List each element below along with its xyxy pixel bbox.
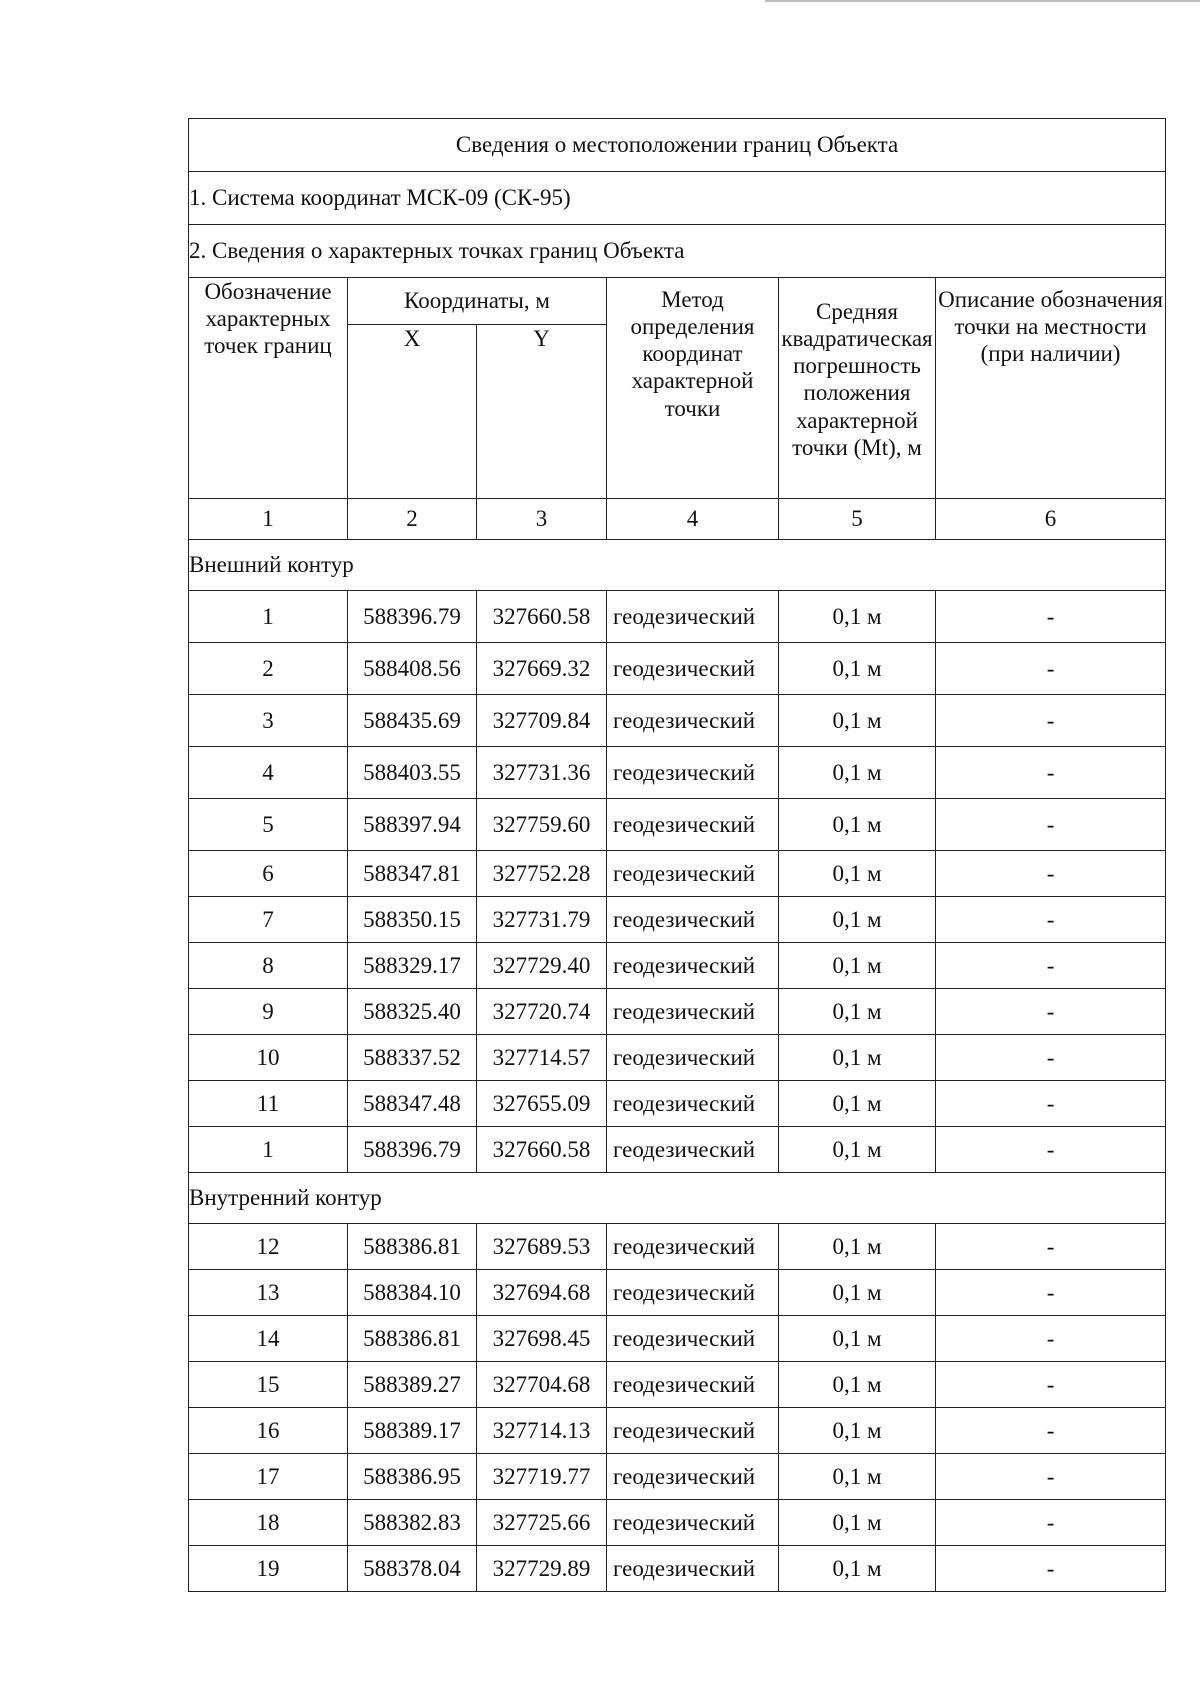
coord-x: 588389.27 xyxy=(348,1362,477,1408)
description: - xyxy=(936,851,1166,897)
boundary-points-table xyxy=(188,118,1166,1592)
error: 0,1 м xyxy=(779,1408,936,1454)
table-row xyxy=(189,989,1166,1035)
table-row xyxy=(189,591,1166,643)
method: геодезический xyxy=(607,989,779,1035)
description: - xyxy=(936,747,1166,799)
point-id: 5 xyxy=(189,799,348,851)
method: геодезический xyxy=(607,1035,779,1081)
error: 0,1 м xyxy=(779,1081,936,1127)
column-number-4: 4 xyxy=(607,499,779,540)
coord-x: 588386.95 xyxy=(348,1454,477,1500)
section-label: Внутренний контур xyxy=(189,1173,1166,1224)
point-id: 12 xyxy=(189,1224,348,1270)
point-id: 11 xyxy=(189,1081,348,1127)
table-row xyxy=(189,1454,1166,1500)
header-point: Обозначение характерных точек границ xyxy=(189,278,348,499)
coord-y: 327704.68 xyxy=(477,1362,607,1408)
header-x: X xyxy=(348,324,477,498)
table-row xyxy=(189,1081,1166,1127)
method: геодезический xyxy=(607,1362,779,1408)
coord-x: 588389.17 xyxy=(348,1408,477,1454)
point-id: 9 xyxy=(189,989,348,1035)
points-heading-row xyxy=(189,225,1166,278)
point-id: 6 xyxy=(189,851,348,897)
method: геодезический xyxy=(607,897,779,943)
point-id: 2 xyxy=(189,643,348,695)
error: 0,1 м xyxy=(779,591,936,643)
method: геодезический xyxy=(607,1081,779,1127)
coord-x: 588337.52 xyxy=(348,1035,477,1081)
table-row xyxy=(189,1127,1166,1173)
description: - xyxy=(936,1546,1166,1592)
coord-x: 588347.81 xyxy=(348,851,477,897)
coord-y: 327714.13 xyxy=(477,1408,607,1454)
description: - xyxy=(936,989,1166,1035)
coord-y: 327698.45 xyxy=(477,1316,607,1362)
header-coords: Координаты, м xyxy=(348,278,607,325)
error: 0,1 м xyxy=(779,943,936,989)
point-id: 19 xyxy=(189,1546,348,1592)
coord-y: 327709.84 xyxy=(477,695,607,747)
point-id: 15 xyxy=(189,1362,348,1408)
coord-x: 588325.40 xyxy=(348,989,477,1035)
method: геодезический xyxy=(607,1454,779,1500)
method: геодезический xyxy=(607,799,779,851)
error: 0,1 м xyxy=(779,1546,936,1592)
coord-x: 588435.69 xyxy=(348,695,477,747)
description: - xyxy=(936,1270,1166,1316)
method: геодезический xyxy=(607,1500,779,1546)
table-row xyxy=(189,799,1166,851)
coord-y: 327719.77 xyxy=(477,1454,607,1500)
column-number-6: 6 xyxy=(936,499,1166,540)
point-id: 14 xyxy=(189,1316,348,1362)
coord-x: 588350.15 xyxy=(348,897,477,943)
table-row xyxy=(189,1224,1166,1270)
error: 0,1 м xyxy=(779,1500,936,1546)
error: 0,1 м xyxy=(779,1454,936,1500)
error: 0,1 м xyxy=(779,851,936,897)
coord-system: 1. Система координат МСК-09 (СК-95) xyxy=(189,172,1166,225)
table-row xyxy=(189,695,1166,747)
table-row xyxy=(189,747,1166,799)
coord-y: 327759.60 xyxy=(477,799,607,851)
point-id: 16 xyxy=(189,1408,348,1454)
description: - xyxy=(936,1500,1166,1546)
scan-edge-line xyxy=(765,0,1200,2)
method: геодезический xyxy=(607,1546,779,1592)
section-label: Внешний контур xyxy=(189,540,1166,591)
header-description: Описание обозначения точки на местности (при наличии) xyxy=(936,278,1166,499)
point-id: 4 xyxy=(189,747,348,799)
description: - xyxy=(936,1408,1166,1454)
point-id: 1 xyxy=(189,1127,348,1173)
error: 0,1 м xyxy=(779,1035,936,1081)
table-row xyxy=(189,897,1166,943)
header-row-1 xyxy=(189,278,1166,325)
description: - xyxy=(936,943,1166,989)
coord-y: 327660.58 xyxy=(477,591,607,643)
description: - xyxy=(936,1454,1166,1500)
description: - xyxy=(936,897,1166,943)
header-method: Метод определения координат характерной точки xyxy=(607,278,779,499)
description: - xyxy=(936,695,1166,747)
error: 0,1 м xyxy=(779,1127,936,1173)
point-id: 13 xyxy=(189,1270,348,1316)
column-number-1: 1 xyxy=(189,499,348,540)
error: 0,1 м xyxy=(779,695,936,747)
column-numbers-row xyxy=(189,499,1166,540)
point-id: 18 xyxy=(189,1500,348,1546)
error: 0,1 м xyxy=(779,643,936,695)
coord-x: 588386.81 xyxy=(348,1316,477,1362)
table-row xyxy=(189,643,1166,695)
table-row xyxy=(189,1270,1166,1316)
method: геодезический xyxy=(607,1408,779,1454)
coord-x: 588397.94 xyxy=(348,799,477,851)
method: геодезический xyxy=(607,1127,779,1173)
table-row xyxy=(189,1362,1166,1408)
title-row xyxy=(189,119,1166,172)
header-y: Y xyxy=(477,324,607,498)
description: - xyxy=(936,1127,1166,1173)
column-number-3: 3 xyxy=(477,499,607,540)
point-id: 8 xyxy=(189,943,348,989)
coord-y: 327660.58 xyxy=(477,1127,607,1173)
coord-y: 327714.57 xyxy=(477,1035,607,1081)
description: - xyxy=(936,1224,1166,1270)
coord-x: 588386.81 xyxy=(348,1224,477,1270)
coord-x: 588396.79 xyxy=(348,1127,477,1173)
description: - xyxy=(936,799,1166,851)
description: - xyxy=(936,1081,1166,1127)
column-number-5: 5 xyxy=(779,499,936,540)
coord-x: 588329.17 xyxy=(348,943,477,989)
coord-x: 588384.10 xyxy=(348,1270,477,1316)
error: 0,1 м xyxy=(779,1362,936,1408)
point-id: 1 xyxy=(189,591,348,643)
error: 0,1 м xyxy=(779,1316,936,1362)
header-error: Средняя квадратическая погрешность положения характерной точки (Mt), м xyxy=(779,278,936,499)
coord-y: 327752.28 xyxy=(477,851,607,897)
table-row xyxy=(189,1546,1166,1592)
coord-x: 588396.79 xyxy=(348,591,477,643)
description: - xyxy=(936,1362,1166,1408)
table-row xyxy=(189,1316,1166,1362)
document-title: Сведения о местоположении границ Объекта xyxy=(189,119,1166,172)
method: геодезический xyxy=(607,747,779,799)
coord-x: 588347.48 xyxy=(348,1081,477,1127)
error: 0,1 м xyxy=(779,989,936,1035)
coord-y: 327731.79 xyxy=(477,897,607,943)
coord-x: 588403.55 xyxy=(348,747,477,799)
table-row xyxy=(189,1408,1166,1454)
table-row xyxy=(189,1500,1166,1546)
section-row xyxy=(189,1173,1166,1224)
coord-y: 327669.32 xyxy=(477,643,607,695)
column-number-2: 2 xyxy=(348,499,477,540)
method: геодезический xyxy=(607,1316,779,1362)
method: геодезический xyxy=(607,695,779,747)
point-id: 10 xyxy=(189,1035,348,1081)
coord-x: 588378.04 xyxy=(348,1546,477,1592)
coord-x: 588382.83 xyxy=(348,1500,477,1546)
coord-y: 327725.66 xyxy=(477,1500,607,1546)
coord-x: 588408.56 xyxy=(348,643,477,695)
method: геодезический xyxy=(607,643,779,695)
section-row xyxy=(189,540,1166,591)
error: 0,1 м xyxy=(779,1270,936,1316)
point-id: 7 xyxy=(189,897,348,943)
coord-y: 327694.68 xyxy=(477,1270,607,1316)
description: - xyxy=(936,1035,1166,1081)
coord-y: 327720.74 xyxy=(477,989,607,1035)
description: - xyxy=(936,643,1166,695)
method: геодезический xyxy=(607,1224,779,1270)
table-row xyxy=(189,851,1166,897)
point-id: 17 xyxy=(189,1454,348,1500)
point-id: 3 xyxy=(189,695,348,747)
error: 0,1 м xyxy=(779,799,936,851)
error: 0,1 м xyxy=(779,897,936,943)
coord-y: 327655.09 xyxy=(477,1081,607,1127)
error: 0,1 м xyxy=(779,1224,936,1270)
table-row xyxy=(189,943,1166,989)
coord-y: 327729.40 xyxy=(477,943,607,989)
method: геодезический xyxy=(607,591,779,643)
coord-y: 327729.89 xyxy=(477,1546,607,1592)
method: геодезический xyxy=(607,851,779,897)
method: геодезический xyxy=(607,943,779,989)
description: - xyxy=(936,1316,1166,1362)
table-row xyxy=(189,1035,1166,1081)
method: геодезический xyxy=(607,1270,779,1316)
coord-system-row xyxy=(189,172,1166,225)
points-heading: 2. Сведения о характерных точках границ Объекта xyxy=(189,225,1166,278)
coord-y: 327731.36 xyxy=(477,747,607,799)
coord-y: 327689.53 xyxy=(477,1224,607,1270)
error: 0,1 м xyxy=(779,747,936,799)
description: - xyxy=(936,591,1166,643)
